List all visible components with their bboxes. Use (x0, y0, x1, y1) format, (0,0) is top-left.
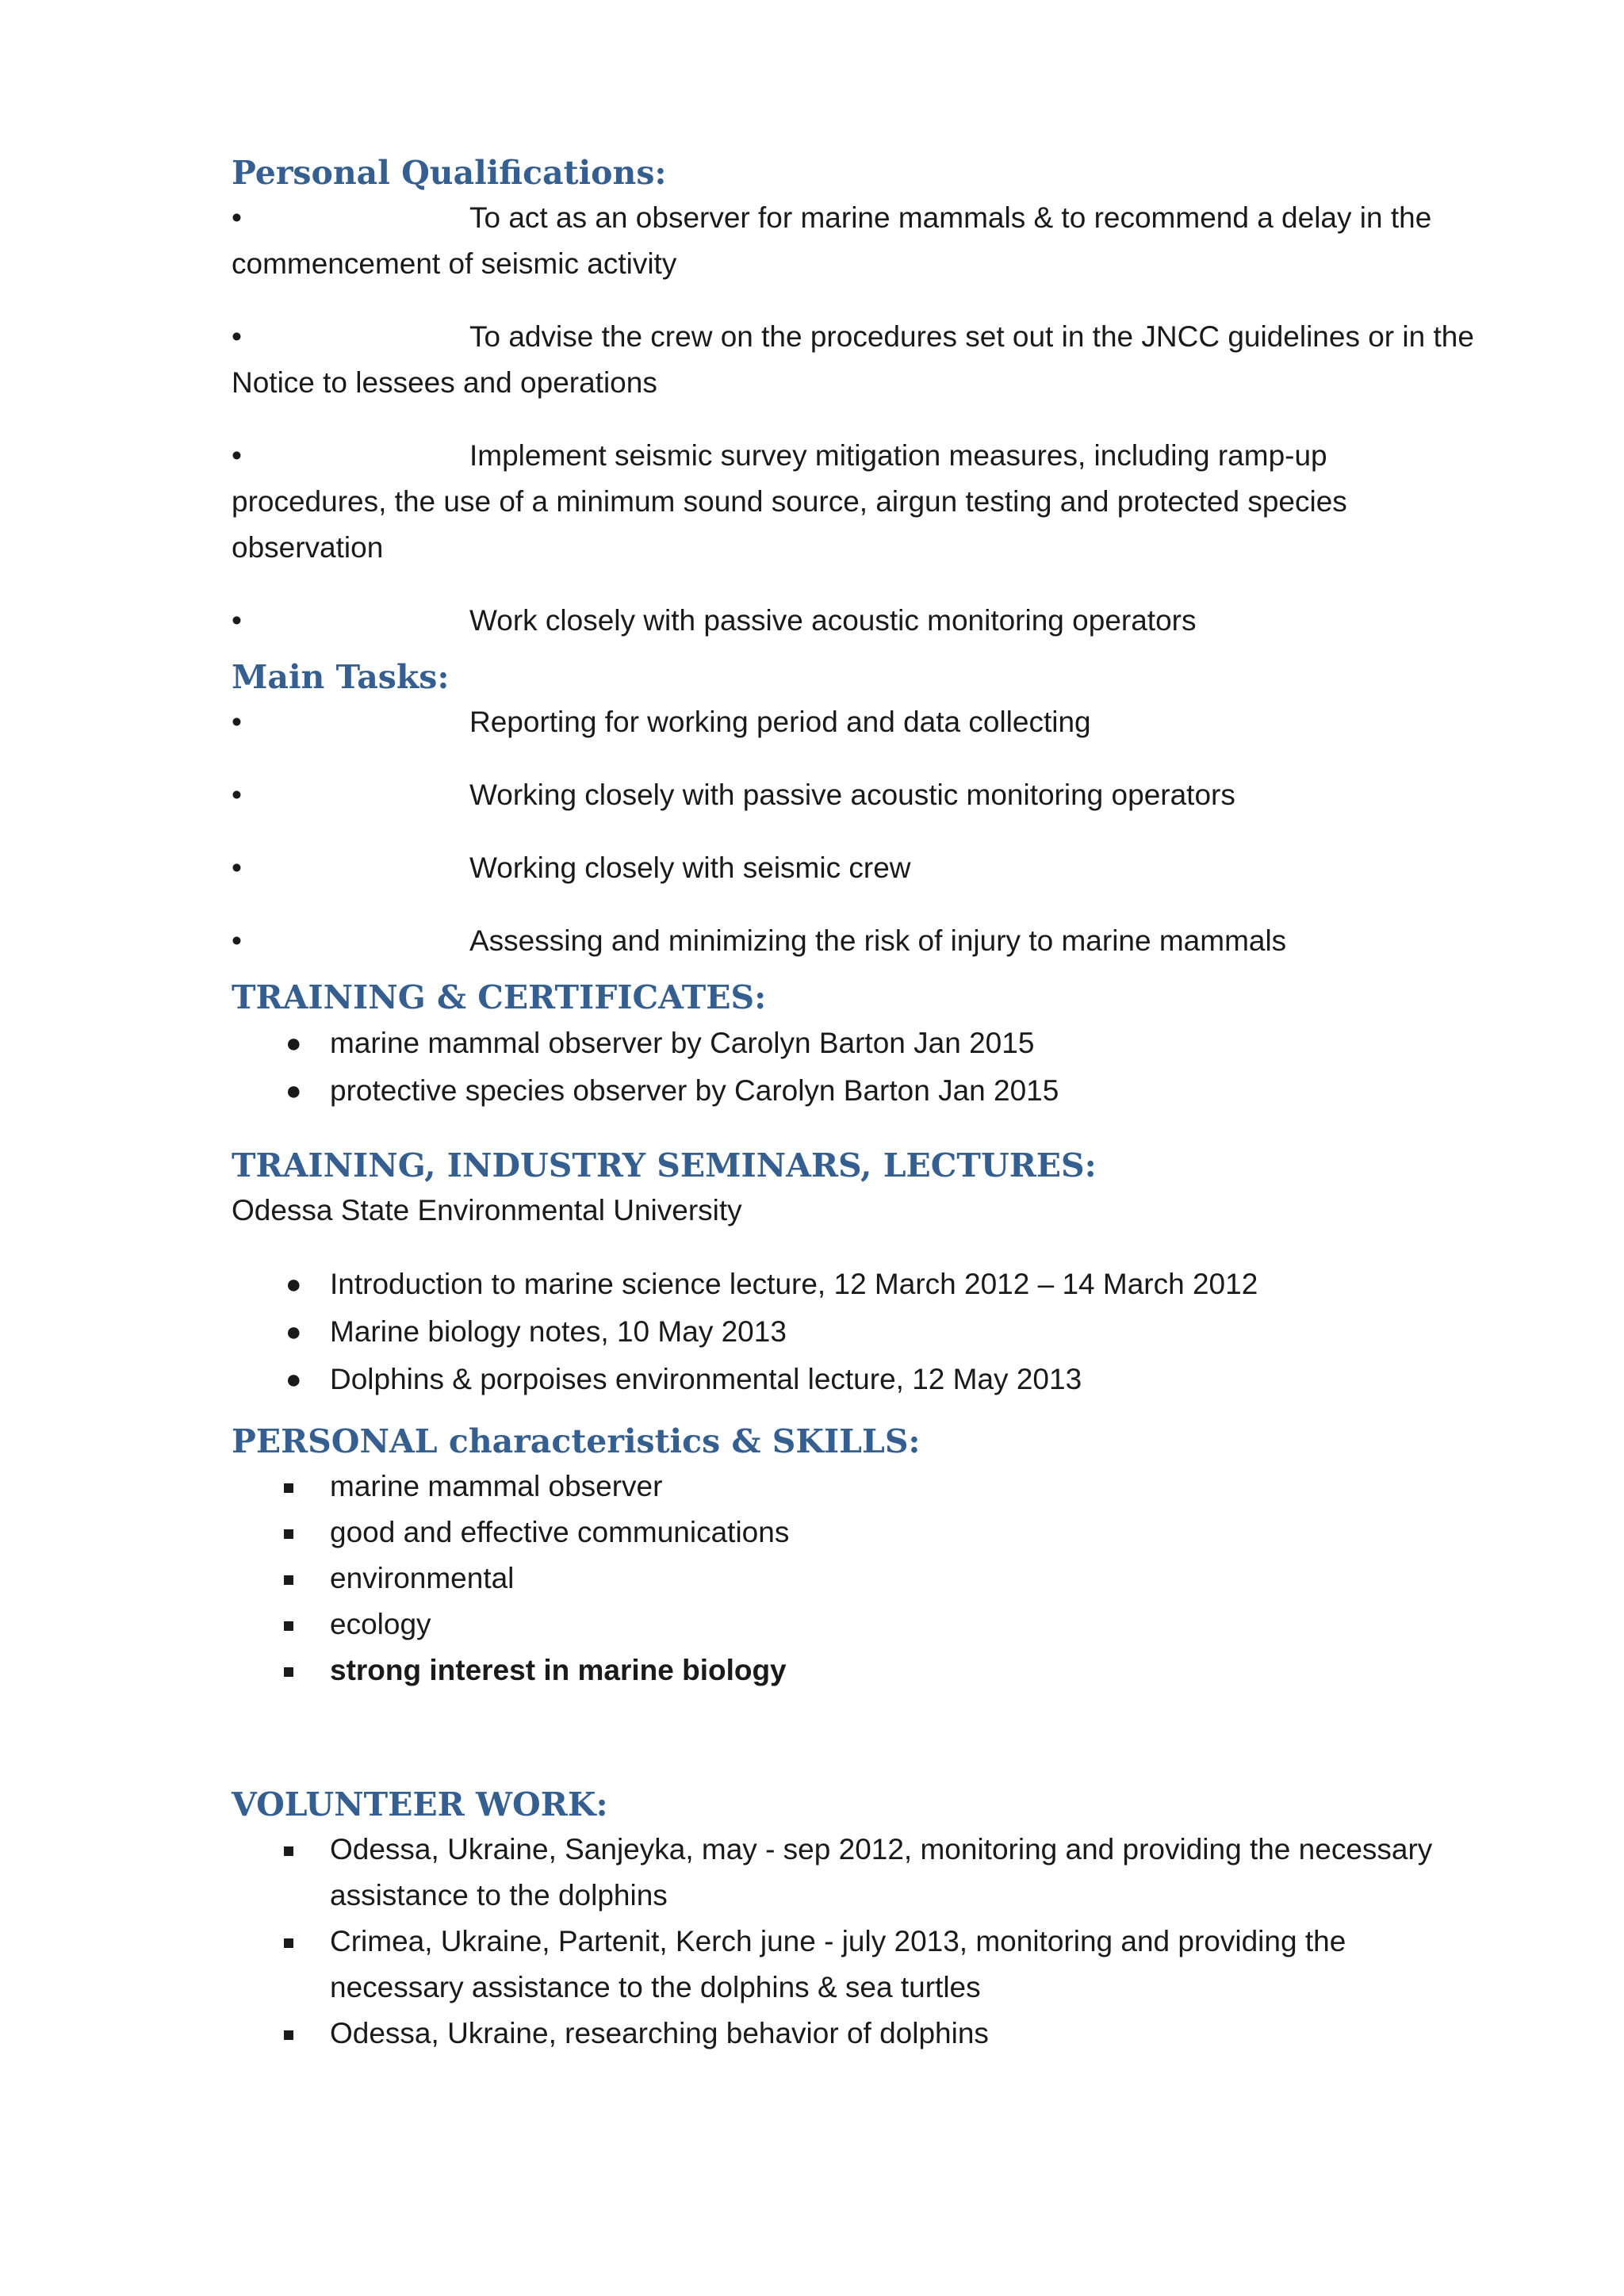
list-item (232, 314, 1516, 406)
item-text: Dolphins & porpoises environmental lecture, 12 May 2013 (330, 1363, 1082, 1395)
list-item (232, 1510, 1516, 1556)
item-text: good and effective communications (330, 1516, 790, 1548)
round-bullet-icon: ● (285, 1028, 302, 1058)
list-item (232, 772, 1516, 818)
bullet-icon: • (232, 320, 242, 353)
seminars-list (232, 1261, 1516, 1403)
seminars-heading: TRAINING, INDUSTRY SEMINARS, LECTURES: (232, 1146, 1097, 1184)
item-text: marine mammal observer (330, 1470, 663, 1502)
personal-qualifications-section (232, 151, 1516, 644)
list-item (232, 195, 1516, 287)
bullet-icon: • (232, 706, 242, 738)
item-text: To advise the crew on the procedures set out in the JNCC guidelines or in the (469, 320, 1474, 353)
square-bullet-icon (284, 1529, 293, 1539)
item-text: Crimea, Ukraine, Partenit, Kerch june - july 2013, monitoring and providing the (330, 1925, 1346, 1957)
personal-qualifications-list (232, 195, 1516, 644)
item-text: protective species observer by Carolyn Barton Jan 2015 (330, 1074, 1059, 1107)
list-item (232, 699, 1516, 745)
square-bullet-icon (284, 1846, 293, 1856)
round-bullet-icon: ● (285, 1317, 302, 1347)
bullet-icon: • (232, 439, 242, 472)
item-text: Odessa, Ukraine, researching behavior of dolphins (330, 2017, 989, 2049)
round-bullet-icon: ● (285, 1269, 302, 1299)
item-text: environmental (330, 1562, 515, 1594)
item-text-continued: commencement of seismic activity (232, 247, 677, 280)
item-text: Working closely with seismic crew (469, 851, 911, 884)
square-bullet-icon (284, 1667, 293, 1677)
bullet-icon: • (232, 604, 242, 637)
volunteer-list (232, 1827, 1516, 2057)
bullet-icon: • (232, 851, 242, 884)
resume-content (232, 151, 1516, 2057)
round-bullet-icon: ● (285, 1364, 302, 1395)
list-item (232, 845, 1516, 891)
square-bullet-icon (284, 1938, 293, 1948)
list-item (232, 2011, 1516, 2057)
list-item (232, 1308, 1516, 1356)
item-text-continued: necessary assistance to the dolphins & sea turtles (330, 1971, 981, 2003)
item-text: To act as an observer for marine mammals & to recommend a delay in the (469, 201, 1432, 234)
item-text-continued: procedures, the use of a minimum sound source, airgun testing and protected species (232, 485, 1347, 518)
volunteer-heading: VOLUNTEER WORK: (232, 1785, 608, 1823)
item-text: Implement seismic survey mitigation measures, including ramp-up (469, 439, 1327, 472)
item-text: Introduction to marine science lecture, 12 March 2012 – 14 March 2012 (330, 1268, 1258, 1300)
skills-heading: PERSONAL characteristics & SKILLS: (232, 1422, 921, 1460)
round-bullet-icon: ● (285, 1076, 302, 1106)
square-bullet-icon (284, 1621, 293, 1631)
training-certificates-section (232, 975, 1516, 1115)
list-item (232, 918, 1516, 964)
personal-qualifications-heading: Personal Qualifications: (232, 154, 667, 192)
item-text-continued: Notice to lessees and operations (232, 366, 657, 399)
list-item (232, 1647, 1516, 1693)
list-item (232, 1464, 1516, 1510)
square-bullet-icon (284, 2030, 293, 2040)
item-text-continued: assistance to the dolphins (330, 1879, 668, 1911)
item-text: ecology (330, 1608, 431, 1640)
item-text: Work closely with passive acoustic monitoring operators (469, 604, 1197, 637)
list-item (232, 1919, 1516, 2011)
bullet-icon: • (232, 779, 242, 811)
item-text: Assessing and minimizing the risk of injury to marine mammals (469, 924, 1287, 957)
training-certificates-list (232, 1020, 1516, 1115)
main-tasks-section (232, 655, 1516, 964)
seminars-section (232, 1143, 1516, 1403)
item-text: Reporting for working period and data collecting (469, 706, 1091, 738)
square-bullet-icon (284, 1575, 293, 1585)
volunteer-section (232, 1782, 1516, 2057)
list-item (232, 1020, 1516, 1067)
item-text: marine mammal observer by Carolyn Barton Jan 2015 (330, 1027, 1035, 1059)
main-tasks-list (232, 699, 1516, 964)
list-item (232, 1067, 1516, 1115)
item-text: Marine biology notes, 10 May 2013 (330, 1315, 787, 1348)
square-bullet-icon (284, 1483, 293, 1493)
list-item (232, 598, 1516, 644)
institution-name: Odessa State Environmental University (232, 1194, 742, 1226)
skills-list (232, 1464, 1516, 1693)
main-tasks-heading: Main Tasks: (232, 658, 450, 696)
training-certificates-heading: TRAINING & CERTIFICATES: (232, 978, 767, 1016)
item-text-continued: observation (232, 531, 384, 564)
list-item (232, 1356, 1516, 1403)
list-item (232, 1261, 1516, 1308)
list-item (232, 1556, 1516, 1601)
list-item (232, 1601, 1516, 1647)
list-item (232, 433, 1516, 571)
list-item (232, 1827, 1516, 1919)
item-text: strong interest in marine biology (330, 1654, 787, 1686)
item-text: Odessa, Ukraine, Sanjeyka, may - sep 2012, monitoring and providing the necessary (330, 1833, 1433, 1866)
bullet-icon: • (232, 924, 242, 957)
bullet-icon: • (232, 201, 242, 234)
skills-section (232, 1419, 1516, 1693)
item-text: Working closely with passive acoustic monitoring operators (469, 779, 1235, 811)
